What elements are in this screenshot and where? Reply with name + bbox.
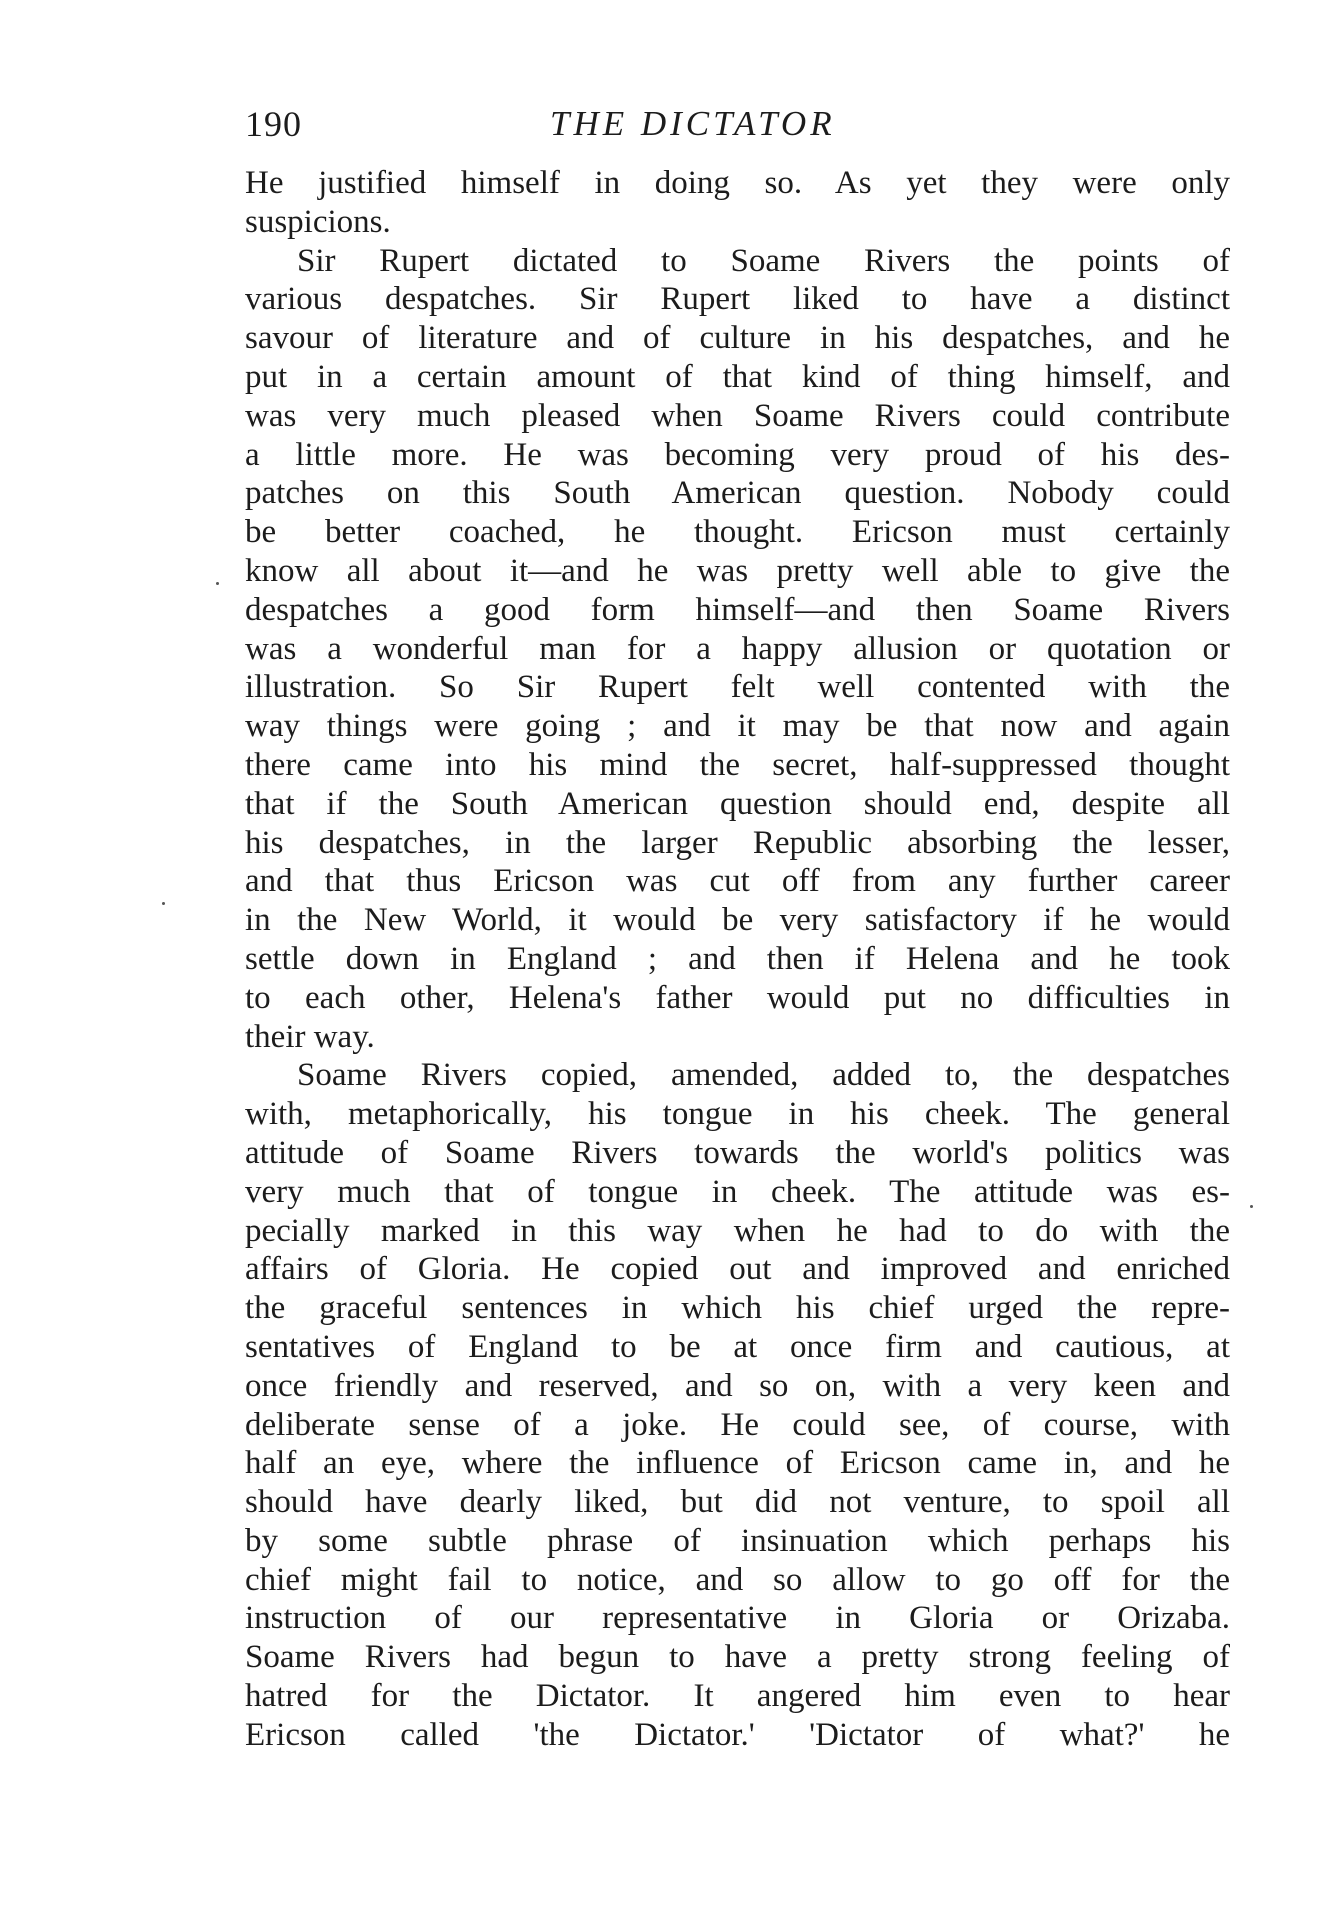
print-speck (1250, 1205, 1253, 1208)
text-line: attitude of Soame Rivers towards the world's politics was (245, 1134, 1230, 1171)
text-line: that if the South American question should end, despite all (245, 785, 1230, 822)
text-line: deliberate sense of a joke. He could see, of course, with (245, 1406, 1230, 1443)
text-line: Sir Rupert dictated to Soame Rivers the points of (297, 242, 1230, 279)
text-line: chief might fail to notice, and so allow to go off for the (245, 1561, 1230, 1598)
text-line: in the New World, it would be very satisfactory if he would (245, 902, 1230, 939)
text-line: very much that of tongue in cheek. The attitude was es- (245, 1173, 1230, 1210)
text-line: savour of literature and of culture in his despatches, and he (245, 320, 1230, 357)
text-line: He justified himself in doing so. As yet they were only (245, 165, 1230, 201)
text-line: the graceful sentences in which his chief urged the repre- (245, 1290, 1230, 1327)
text-line: to each other, Helena's father would put no difficulties in (245, 979, 1230, 1016)
text-line: his despatches, in the larger Republic absorbing the lesser, (245, 824, 1230, 861)
text-line: Soame Rivers copied, amended, added to, the despatches (297, 1057, 1230, 1094)
running-head: THE DICTATOR (550, 104, 836, 143)
text-line: with, metaphorically, his tongue in his cheek. The general (245, 1096, 1230, 1133)
text-line: various despatches. Sir Rupert liked to have a distinct (245, 281, 1230, 318)
text-line: affairs of Gloria. He copied out and improved and enriched (245, 1251, 1230, 1288)
text-line: their way. (245, 1018, 375, 1055)
text-line: pecially marked in this way when he had to do with the (245, 1212, 1230, 1249)
text-line: instruction of our representative in Gloria or Orizaba. (245, 1600, 1230, 1637)
text-line: and that thus Ericson was cut off from any further career (245, 863, 1230, 900)
text-line: by some subtle phrase of insinuation which perhaps his (245, 1522, 1230, 1559)
text-line: Ericson called 'the Dictator.' 'Dictator of what?' he (245, 1716, 1230, 1753)
text-line: sentatives of England to be at once firm and cautious, at (245, 1328, 1230, 1365)
text-line: settle down in England ; and then if Helena and he took (245, 940, 1230, 977)
text-line: once friendly and reserved, and so on, with a very keen and (245, 1367, 1230, 1404)
text-line: half an eye, where the influence of Ericson came in, and he (245, 1445, 1230, 1482)
text-line: a little more. He was becoming very proud of his des- (245, 436, 1230, 473)
print-speck (216, 582, 219, 585)
page-header (245, 103, 1230, 145)
text-line: was very much pleased when Soame Rivers could contribute (245, 397, 1230, 434)
text-line: way things were going ; and it may be that now and again (245, 708, 1230, 745)
text-line: suspicions. (245, 203, 391, 240)
text-line: illustration. So Sir Rupert felt well contented with the (245, 669, 1230, 706)
text-line: patches on this South American question. Nobody could (245, 475, 1230, 512)
text-line: hatred for the Dictator. It angered him even to hear (245, 1678, 1230, 1715)
text-line: Soame Rivers had begun to have a pretty strong feeling of (245, 1639, 1230, 1676)
text-line: there came into his mind the secret, half-suppressed thought (245, 746, 1230, 783)
text-line: despatches a good form himself—and then Soame Rivers (245, 591, 1230, 628)
page-number: 190 (245, 104, 302, 144)
text-line: was a wonderful man for a happy allusion or quotation or (245, 630, 1230, 667)
body-text (245, 164, 1230, 1755)
text-line: put in a certain amount of that kind of thing himself, and (245, 358, 1230, 395)
text-line: should have dearly liked, but did not venture, to spoil all (245, 1484, 1230, 1521)
print-speck (162, 902, 165, 905)
text-line: be better coached, he thought. Ericson must certainly (245, 514, 1230, 551)
text-line: know all about it—and he was pretty well able to give the (245, 552, 1230, 589)
